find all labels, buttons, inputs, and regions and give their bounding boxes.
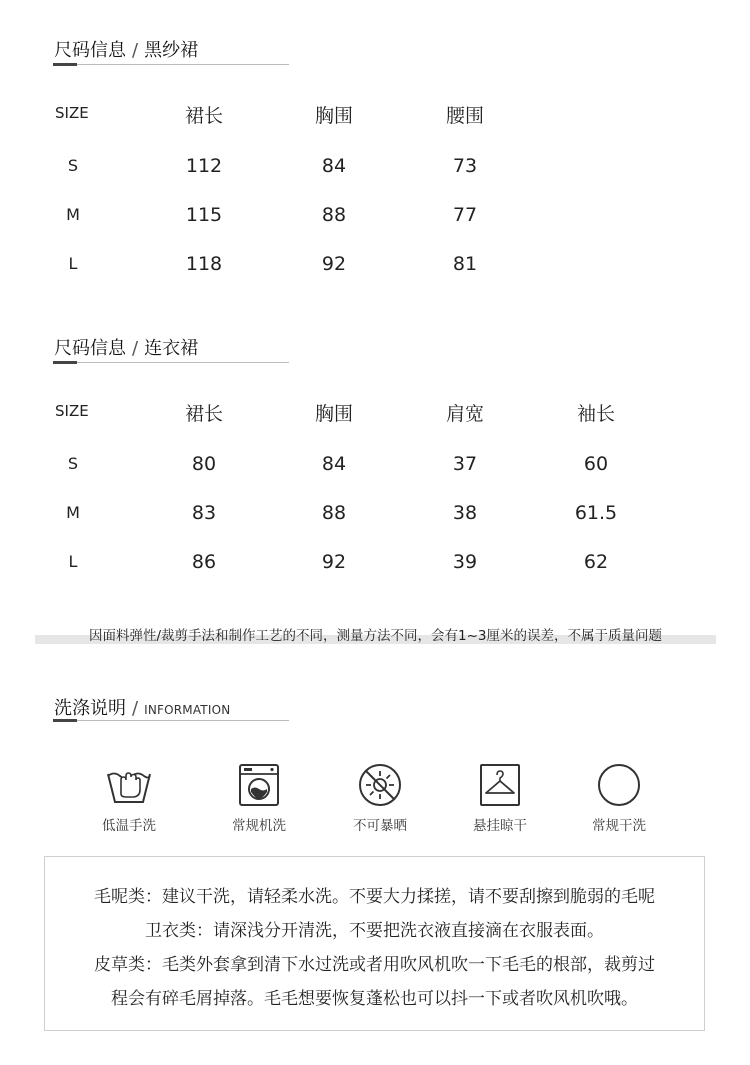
table2-cell: M: [66, 503, 80, 522]
washing-accent: [53, 719, 77, 722]
wash-item-no-sun: [320, 762, 440, 834]
section2-divider: [53, 362, 289, 363]
section1-title: 尺码信息 / 黑纱裙: [54, 40, 199, 61]
wash-label: 常规机洗: [232, 818, 286, 834]
section2-accent: [53, 361, 77, 364]
note-text: 因面料弹性/裁剪手法和制作工艺的不同，测量方法不同，会有1~3厘米的误差，不属于质量问题: [88, 628, 663, 644]
table2-header: 肩宽: [445, 403, 485, 425]
table1-cell: 118: [185, 253, 223, 275]
table1-header: 裙长: [184, 105, 224, 127]
wash-item-hand-wash: [69, 762, 189, 834]
table2-header: 胸围: [314, 403, 354, 425]
table2-cell: S: [67, 454, 79, 473]
table2-cell: 37: [452, 453, 478, 475]
table1-header: 胸围: [314, 105, 354, 127]
table1-cell: 112: [185, 155, 223, 177]
no-sun-icon: [355, 762, 405, 808]
table2-cell: 88: [321, 502, 347, 524]
table2-cell: 80: [191, 453, 217, 475]
hang-dry-icon: [475, 762, 525, 808]
care-line: 皮草类：毛类外套拿到清下水过洗或者用吹风机吹一下毛毛的根部，裁剪过: [94, 955, 655, 975]
wash-label: 低温手洗: [102, 818, 156, 834]
wash-label: 悬挂晾干: [473, 818, 527, 834]
table2-cell: 84: [321, 453, 347, 475]
table2-header: 袖长: [576, 403, 616, 425]
table1-cell: 88: [321, 204, 347, 226]
table1-cell: 92: [321, 253, 347, 275]
table1-cell: 81: [452, 253, 478, 275]
table1-cell: M: [66, 205, 80, 224]
care-line: 卫衣类：请深浅分开清洗，不要把洗衣液直接滴在衣服表面。: [145, 921, 604, 941]
care-instructions-box: [44, 856, 705, 1031]
table1-cell: 115: [185, 204, 223, 226]
table1-header: 腰围: [445, 105, 485, 127]
section2-title: 尺码信息 / 连衣裙: [54, 338, 199, 359]
section1-divider: [53, 64, 289, 65]
table2-cell: 61.5: [574, 502, 618, 524]
table2-cell: 86: [191, 551, 217, 573]
hand-wash-icon: [104, 762, 154, 808]
wash-item-hang-dry: [440, 762, 560, 834]
wash-label: 常规干洗: [592, 818, 646, 834]
table2-cell: 60: [583, 453, 609, 475]
table2-cell: 83: [191, 502, 217, 524]
dry-clean-icon: [594, 762, 644, 808]
table2-cell: 92: [321, 551, 347, 573]
table1-cell: 77: [452, 204, 478, 226]
table2-cell: 62: [583, 551, 609, 573]
table1-header-size: SIZE: [55, 104, 89, 122]
wash-item-dry-clean: [559, 762, 679, 834]
table1-cell: S: [67, 156, 79, 175]
washing-title: 洗涤说明 / INFORMATION: [54, 698, 231, 719]
machine-wash-icon: [234, 762, 284, 808]
table1-cell: L: [68, 254, 78, 273]
measurement-note: [35, 622, 716, 646]
wash-item-machine-wash: [199, 762, 319, 834]
table2-header: 裙长: [184, 403, 224, 425]
care-line: 毛呢类：建议干洗，请轻柔水洗。不要大力揉搓，请不要刮擦到脆弱的毛呢: [94, 887, 655, 907]
washing-divider: [53, 720, 289, 721]
table2-cell: 39: [452, 551, 478, 573]
table2-cell: 38: [452, 502, 478, 524]
wash-label: 不可暴晒: [353, 818, 407, 834]
care-line: 程会有碎毛屑掉落。毛毛想要恢复蓬松也可以抖一下或者吹风机吹哦。: [111, 989, 638, 1009]
table1-cell: 73: [452, 155, 478, 177]
section1-accent: [53, 63, 77, 66]
table1-cell: 84: [321, 155, 347, 177]
table2-header-size: SIZE: [55, 402, 89, 420]
table2-cell: L: [68, 552, 78, 571]
